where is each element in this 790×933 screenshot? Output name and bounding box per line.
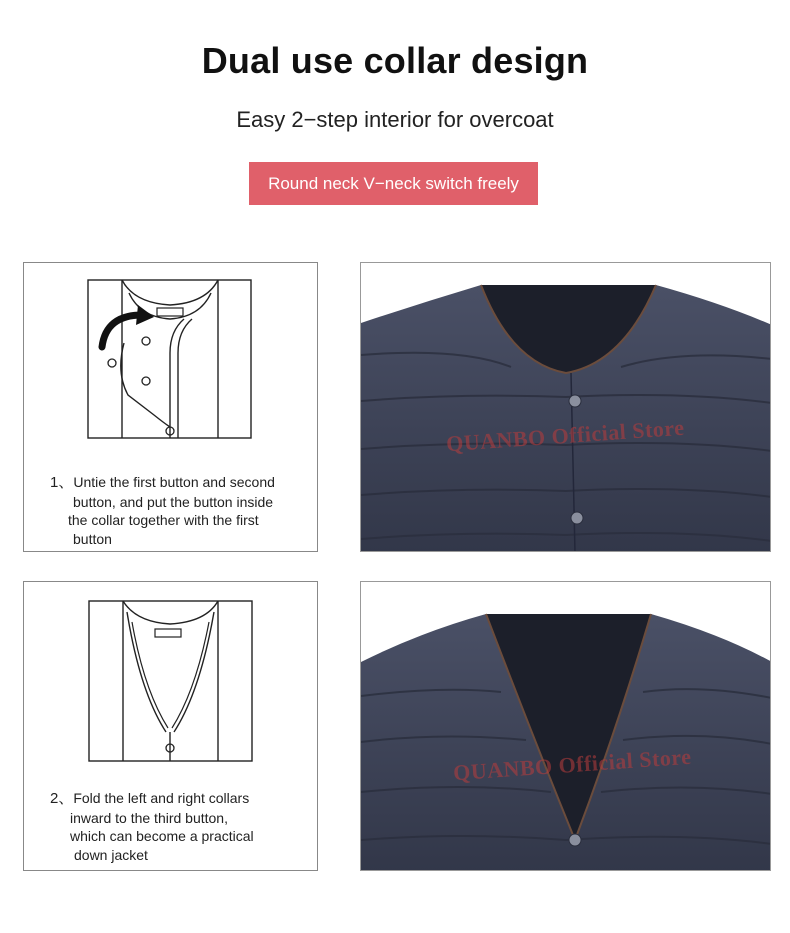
- round-neck-photo: [360, 262, 771, 552]
- step-1-line-3: the collar together with the first: [68, 512, 259, 528]
- store-watermark: QUANBO Official Store: [452, 743, 693, 786]
- step-2-line-2: inward to the third button,: [70, 809, 228, 826]
- step-2-panel: [23, 581, 318, 871]
- v-neck-photo: [360, 581, 771, 871]
- step-1-number: 1、: [50, 474, 74, 491]
- store-watermark: QUANBO Official Store: [445, 414, 686, 457]
- step-1-line-2: button, and put the button inside: [73, 493, 274, 510]
- step-1-line-1: Untie the first button and second: [73, 474, 275, 490]
- step-2-line-4: down jacket: [74, 846, 148, 863]
- step-2-instructions: [50, 789, 320, 864]
- step-2-line-1: Fold the left and right collars: [73, 790, 250, 806]
- page-subtitle: Easy 2−step interior for overcoat: [236, 107, 554, 132]
- step-2-number: 2、: [50, 790, 74, 807]
- step-1-line-4: button: [73, 530, 112, 547]
- feature-badge: Round neck V−neck switch freely: [249, 162, 538, 205]
- step-1-instructions: [50, 473, 320, 548]
- step-1-panel: [23, 262, 318, 552]
- page-title: Dual use collar design: [201, 40, 589, 81]
- step-2-line-3: which can become a practical: [70, 828, 254, 844]
